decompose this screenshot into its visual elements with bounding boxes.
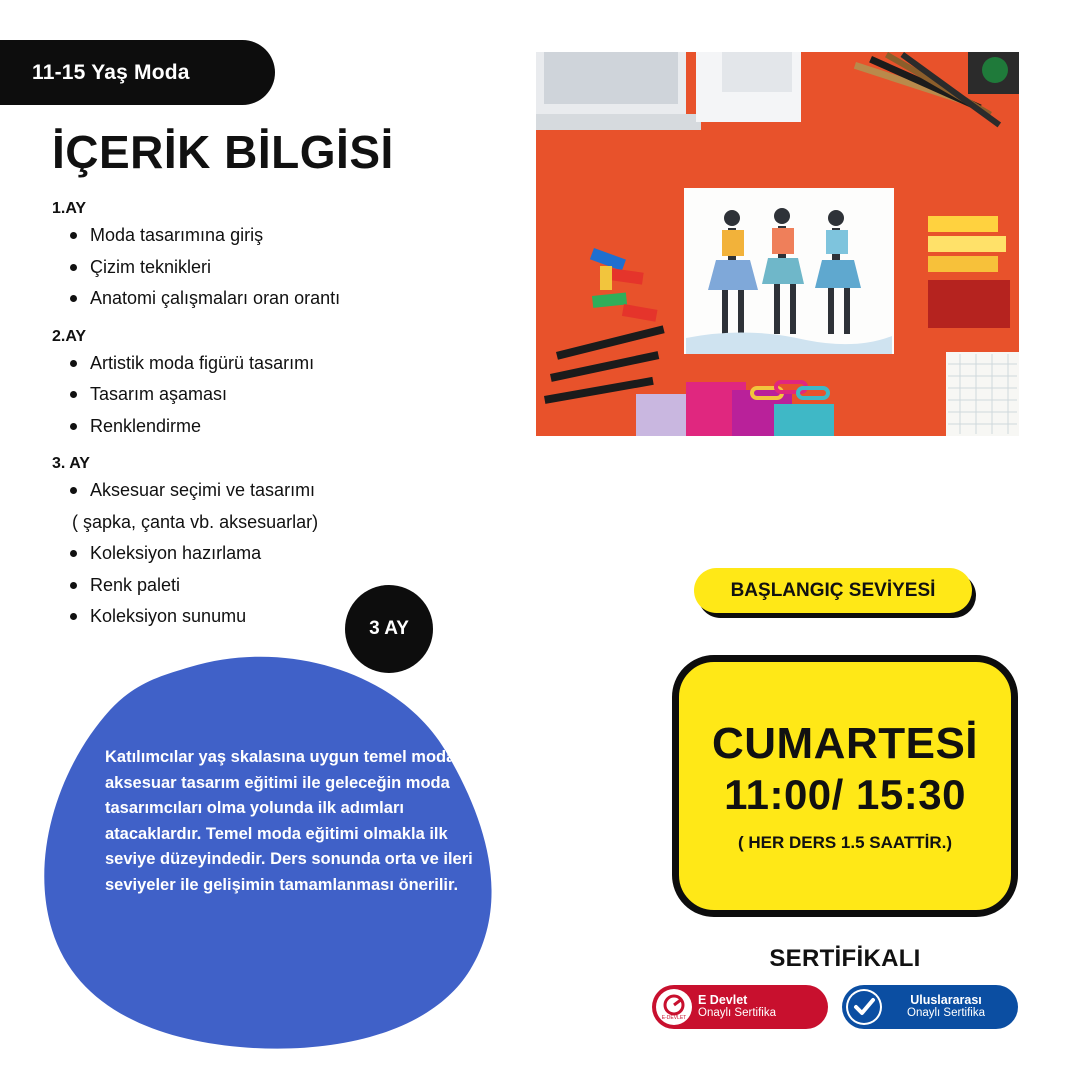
month-heading-3: 3. AY	[52, 455, 90, 472]
schedule-card	[672, 655, 1018, 917]
month-items-2	[52, 352, 482, 438]
schedule-note: ( HER DERS 1.5 SAATTİR.)	[737, 833, 953, 852]
age-group-badge	[0, 40, 275, 105]
content-list	[52, 200, 482, 637]
level-badge	[694, 568, 972, 613]
certificate-international-line2: Onaylı Sertifika	[907, 1007, 985, 1020]
list-item: Tasarım aşaması	[52, 383, 482, 406]
list-item: Koleksiyon hazırlama	[52, 542, 482, 565]
certificate-edevlet-line1: E Devlet	[698, 992, 748, 1007]
certificate-edevlet	[652, 985, 828, 1029]
certificate-international	[842, 985, 1018, 1029]
schedule-day: CUMARTESİ	[711, 719, 979, 768]
month-heading-1: 1.AY	[52, 200, 87, 217]
course-photo	[536, 52, 1019, 436]
list-item: Renklendirme	[52, 415, 482, 438]
list-item: Koleksiyon sunumu	[52, 605, 482, 628]
age-group-label: 11-15 Yaş Moda	[32, 60, 190, 84]
svg-text:E-DEVLET: E-DEVLET	[661, 1015, 687, 1020]
list-item: Aksesuar seçimi ve tasarımı	[52, 479, 482, 502]
edevlet-logo-icon	[656, 989, 692, 1025]
list-item: ( şapka, çanta vb. aksesuarlar)	[72, 511, 319, 532]
fashion-sketch-desk-photo-icon	[536, 52, 1019, 436]
list-item: Artistik moda figürü tasarımı	[52, 352, 482, 375]
level-label: BAŞLANGIÇ SEVİYESİ	[730, 579, 936, 601]
list-item: Çizim teknikleri	[52, 256, 482, 279]
month-heading-2: 2.AY	[52, 327, 87, 345]
description-text: Katılımcılar yaş skalasına uygun temel moda ve aksesuar tasarım eğitimi ile geleceğin moda tasarımcıları olma yolunda ilk adımları atacaklardır. Temel moda eğitimi olmakla ilk seviye düzeyindedir. Ders sonunda orta ve ileri seviyeler ile gelişimin tamamlanması önerilir.	[105, 748, 479, 894]
certificate-edevlet-line2: Onaylı Sertifika	[698, 1007, 776, 1020]
certificate-international-line1: Uluslararası	[910, 992, 982, 1007]
schedule-hours: 11:00/ 15:30	[724, 771, 966, 818]
list-item: Moda tasarımına giriş	[52, 224, 482, 247]
list-item: Anatomi çalışmaları oran orantı	[52, 287, 482, 310]
list-item: Renk paleti	[52, 574, 482, 597]
month-items-1	[52, 224, 482, 310]
duration-label: 3 AY	[369, 618, 409, 639]
check-badge-icon	[846, 989, 882, 1025]
page-title: İÇERİK BİLGİSİ	[52, 126, 394, 178]
certificate-title: SERTİFİKALI	[769, 945, 921, 972]
certificate-row	[652, 985, 1032, 1029]
